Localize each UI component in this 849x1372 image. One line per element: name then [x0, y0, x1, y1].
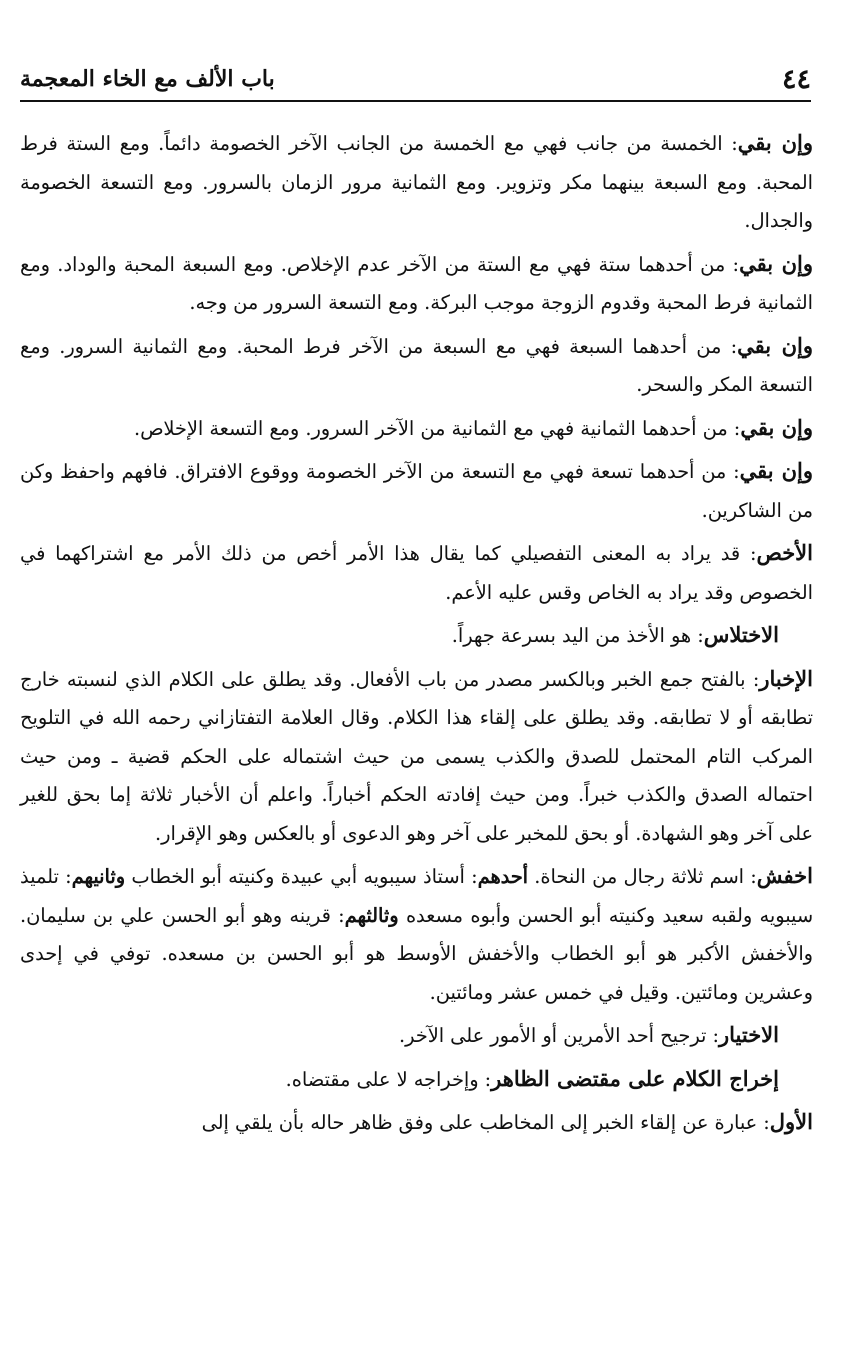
entry-ikhtiyar	[20, 1016, 813, 1056]
entry-text: : وإخراجه لا على مقتضاه.	[285, 1067, 492, 1091]
entry-term: الإخبار	[759, 665, 813, 691]
entry-text: : قد يراد به المعنى التفصيلي كما يقال هذا الأمر أخص من ذلك الأمر مع اشتراكهما في الخصوص وقد يراد به الخاص وقس عليه الأعم.	[20, 542, 813, 604]
entry-baqi-8	[20, 409, 813, 449]
entry-term: وإن بقي	[739, 250, 813, 276]
entry-text: : من أحدهما تسعة فهي مع التسعة من الآخر الخصومة ووقوع الافتراق. فافهم واحفظ وكن من الشاكرين.	[20, 460, 813, 522]
entry-subterm: وثانيهم	[71, 865, 126, 888]
entry-baqi-9	[20, 452, 813, 530]
entry-ikhtilas	[20, 616, 813, 656]
page-body	[20, 124, 813, 1147]
entry-awwal	[20, 1103, 813, 1143]
entry-text: : اسم ثلاثة رجال من النحاة.	[528, 865, 757, 888]
entry-text: : من أحدهما الثمانية فهي مع الثمانية من الآخر السرور. ومع التسعة الإخلاص.	[133, 416, 741, 440]
entry-term: وإن بقي	[737, 332, 813, 358]
entry-text: : تلميذ سيبويه ولقبه سعيد وكنيته أبو الحسن وأبوه مسعده	[20, 865, 813, 927]
entry-text: : من أحدهما ستة فهي مع الستة من الآخر عدم الإخلاص. ومع السبعة المحبة والوداد. ومع الثمانية فرط المحبة وقدوم الزوجة موجب البركة. ومع التسعة السرور من وجه.	[20, 252, 813, 314]
entry-baqi-7	[20, 327, 813, 405]
entry-subterm: أحدهم	[477, 865, 529, 888]
entry-text: : بالفتح جمع الخبر وبالكسر مصدر من باب الأفعال. وقد يطلق على الكلام الذي لنسبته خارج تطابقه أو لا تطابقه. وقد يطلق على إلقاء هذا الكلام. وقال العلامة التفتازاني رحمه الله في التلويح المركب التام المحتمل للصدق والكذب يسمى من حيث اشتماله على الحكم قضية ـ ومن حيث احتماله الصدق والكذب خبراً. ومن حيث إفادته الحكم أخباراً. واعلم أن الأخبار ثلاثة إما بحق للغير على آخر وهو الشهادة. أو بحق للمخبر على آخر وهو الدعوى أو بالعكس وهو الإقرار.	[20, 667, 813, 845]
entry-text: : قرينه وهو أبو الحسن علي بن سليمان. والأخفش الأكبر هو أبو الخطاب والأخفش الأوسط هو أبو الحسن بن مسعده. توفي في إحدى وعشرين ومائتين. وقيل في خمس عشر ومائتين.	[20, 903, 813, 1004]
entry-term: وإن بقي	[737, 130, 813, 155]
entry-baqi-5	[20, 124, 813, 241]
entry-term: وإن بقي	[740, 414, 813, 440]
entry-text: : أستاذ سيبويه أبي عبيدة وكنيته أبو الخطاب	[125, 865, 478, 888]
header-rule	[20, 100, 811, 102]
entry-term: إخراج الكلام على مقتضى الظاهر	[491, 1065, 779, 1091]
entry-akhfash	[20, 857, 813, 1012]
page-number: ٤٤	[781, 64, 811, 95]
entry-akhass	[20, 534, 813, 612]
entry-text: : هو الأخذ من اليد بسرعة جهراً.	[451, 624, 704, 647]
entry-term: الأخص	[756, 540, 813, 565]
entry-term: اخفش	[756, 863, 813, 888]
entry-term: الأول	[769, 1109, 813, 1134]
entry-term: الاختلاس	[703, 622, 779, 647]
entry-subterm: وثالثهم	[344, 903, 399, 927]
entry-ikhbar	[20, 660, 813, 854]
entry-term: وإن بقي	[739, 458, 813, 483]
entry-text: : من أحدهما السبعة فهي مع السبعة من الآخر فرط المحبة. ومع الثمانية السرور. ومع التسعة المكر والسحر.	[20, 334, 813, 396]
entry-ikhraj	[20, 1060, 813, 1100]
entry-term: الاختيار	[718, 1022, 779, 1047]
entry-baqi-6	[20, 245, 813, 323]
running-title: باب الألف مع الخاء المعجمة	[20, 66, 275, 92]
entry-text: : عبارة عن إلقاء الخبر إلى المخاطب على وفق ظاهر حاله بأن يلقي إلى	[201, 1111, 770, 1134]
entry-text: : ترجيح أحد الأمرين أو الأمور على الآخر.	[399, 1024, 719, 1047]
entry-text: : الخمسة من جانب فهي مع الخمسة من الجانب الآخر الخصومة دائماً. ومع الستة فرط المحبة. ومع السبعة بينهما مكر وتزوير. ومع الثمانية مرور الزمان بالسرور. ومع التسعة الخصومة والجدال.	[20, 132, 813, 232]
page-header	[20, 58, 811, 102]
